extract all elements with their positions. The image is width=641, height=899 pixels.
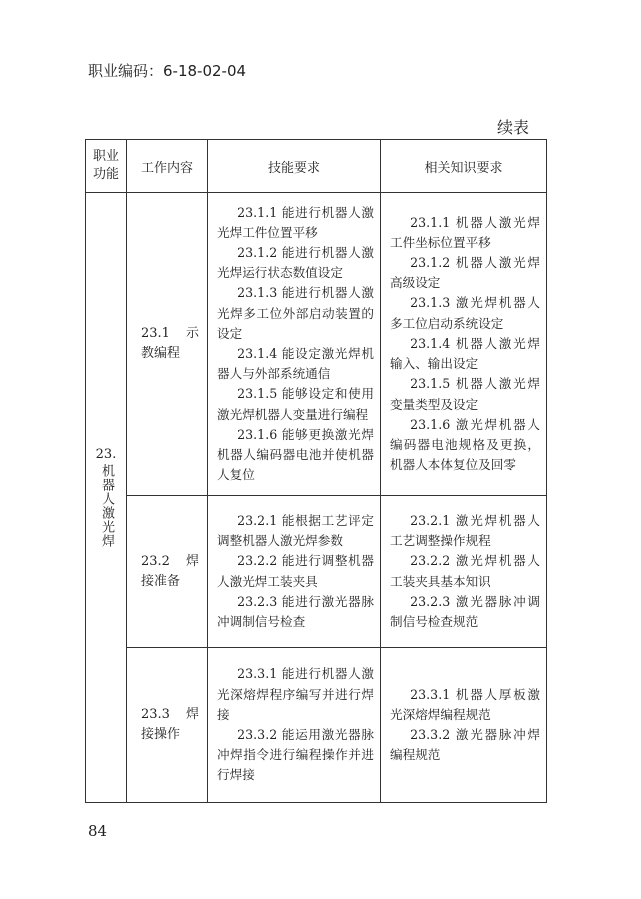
skill-item: 23.1.3 能进行机器人激光焊多工位外部启动装置的设定 xyxy=(217,285,374,341)
function-cell xyxy=(86,193,127,803)
function-name: 机器人激光焊 xyxy=(99,464,114,548)
table-header-row xyxy=(86,140,547,193)
skill-item: 23.2.3 能进行激光器脉冲调制信号检查 xyxy=(217,593,374,629)
work-content-cell: 23.3 焊接操作 xyxy=(127,648,208,803)
continued-table-label: 续表 xyxy=(497,118,530,137)
header-work-content: 工作内容 xyxy=(127,140,208,193)
header-skill-requirements: 技能要求 xyxy=(208,140,381,193)
skill-item: 23.2.1 能根据工艺评定调整机器人激光焊参数 xyxy=(217,512,374,549)
knowledge-item: 23.2.2 激光焊机器人工装夹具基本知识 xyxy=(390,553,540,589)
knowledge-item: 23.3.2 激光器脉冲焊编程规范 xyxy=(390,727,540,763)
skill-standard-table xyxy=(85,139,547,803)
skills-cell xyxy=(208,193,381,496)
header-knowledge-requirements: 相关知识要求 xyxy=(381,140,547,193)
table-row xyxy=(86,496,547,648)
work-content-cell: 23.2 焊接准备 xyxy=(127,496,208,648)
function-number: 23. xyxy=(95,447,117,462)
knowledge-item: 23.1.4 机器人激光焊输入、输出设定 xyxy=(390,335,540,372)
skill-item: 23.1.2 能进行机器人激光焊运行状态数值设定 xyxy=(217,244,374,281)
skill-item: 23.2.2 能进行调整机器人激光焊工装夹具 xyxy=(217,553,374,589)
page-number: 84 xyxy=(88,822,108,840)
skill-item: 23.1.4 能设定激光焊机器人与外部系统通信 xyxy=(217,346,374,382)
knowledge-item: 23.3.1 机器人厚板激光深熔焊编程规范 xyxy=(390,686,540,722)
knowledge-cell xyxy=(381,648,547,803)
skill-item: 23.1.6 能够更换激光焊机器人编码器电池并使机器人复位 xyxy=(217,426,374,483)
work-content-cell: 23.1 示教编程 xyxy=(127,193,208,496)
knowledge-cell xyxy=(381,496,547,648)
skill-item: 23.1.1 能进行机器人激光焊工件位置平移 xyxy=(217,204,374,240)
knowledge-item: 23.2.3 激光器脉冲调制信号检查规范 xyxy=(390,593,540,629)
skills-cell xyxy=(208,496,381,648)
skill-item: 23.3.1 能进行机器人激光深熔焊程序编写并进行焊接 xyxy=(217,666,374,722)
header-function: 职业功能 xyxy=(86,140,127,193)
knowledge-item: 23.1.3 激光焊机器人多工位启动系统设定 xyxy=(390,295,540,331)
knowledge-item: 23.1.5 机器人激光焊变量类型及设定 xyxy=(390,376,540,412)
skill-item: 23.3.2 能运用激光器脉冲焊指令进行编程操作并进行焊接 xyxy=(217,727,374,783)
occupation-code: 职业编码：6-18-02-04 xyxy=(88,62,247,80)
knowledge-cell xyxy=(381,193,547,496)
knowledge-item: 23.1.6 激光焊机器人编码器电池规格及更换，机器人本体复位及回零 xyxy=(390,416,540,473)
table-row xyxy=(86,648,547,803)
skill-item: 23.1.5 能够设定和使用激光焊机器人变量进行编程 xyxy=(217,386,374,422)
knowledge-item: 23.1.1 机器人激光焊工件坐标位置平移 xyxy=(390,214,540,250)
skills-cell xyxy=(208,648,381,803)
table-row xyxy=(86,193,547,496)
knowledge-item: 23.1.2 机器人激光焊高级设定 xyxy=(390,255,540,291)
knowledge-item: 23.2.1 激光焊机器人工艺调整操作规程 xyxy=(390,512,540,549)
